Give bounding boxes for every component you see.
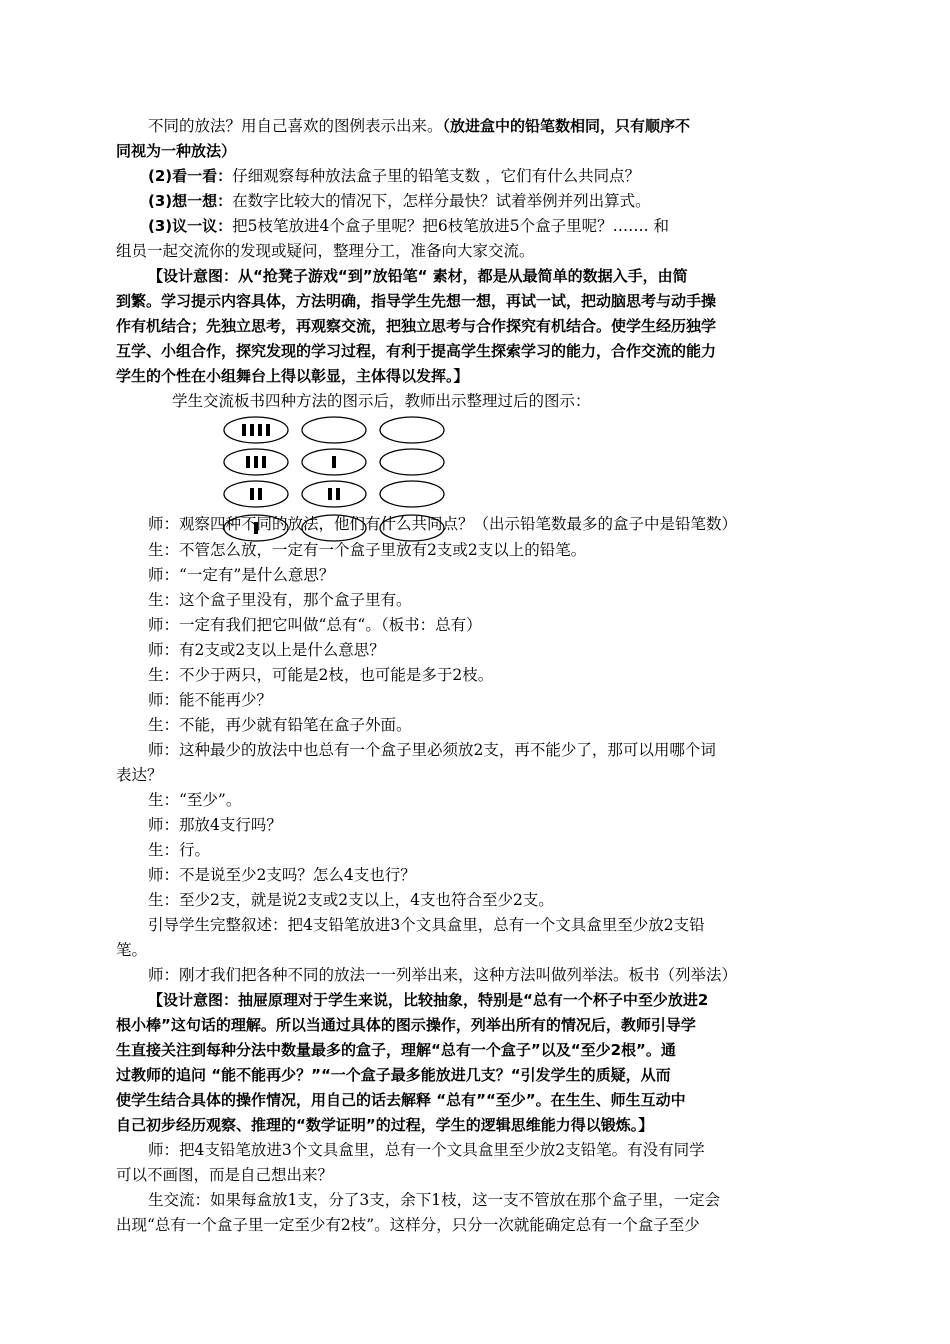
paragraph-line: 不同的放法？用自己喜欢的图例表示出来。（放进盒中的铅笔数相同，只有顺序不 — [148, 117, 691, 135]
design-intent-line: 过教师的追问 “能不能再少？”“一个盒子最多能放进几支？“引发学生的质疑，从而 — [116, 1066, 671, 1084]
design-intent-line: 【设计意图：抽屉原理对于学生来说，比较抽象，特别是“总有一个杯子中至少放进2 — [148, 991, 709, 1009]
dialogue-line: 师：那放4支行吗？ — [148, 816, 282, 834]
dialogue-line: 师：这种最少的放法中也总有一个盒子里必须放2支，再不能少了，那可以用哪个词 — [148, 741, 716, 759]
dialogue-line: 生：不能，再少就有铅笔在盒子外面。 — [148, 716, 412, 734]
step-look: (2)看一看：仔细观察每种放法盒子里的铅笔支数 ，它们有什么共同点？ — [148, 167, 641, 185]
dialogue-line: 生交流：如果每盒放1支，分了3支，余下1枝，这一支不管放在那个盒子里，一定会 — [148, 1191, 721, 1209]
pencil-box-ellipse — [302, 481, 366, 507]
pencil-mark — [246, 456, 250, 468]
pencil-mark — [336, 488, 340, 500]
pencil-mark — [328, 488, 332, 500]
dialogue-line: 师：不是说至少2支吗？怎么4支也行？ — [148, 866, 416, 884]
pencil-box-ellipse — [224, 481, 288, 507]
dialogue-line: 师：“一定有”是什么意思？ — [148, 566, 335, 584]
pencil-mark — [262, 456, 266, 468]
design-intent-line: 生直接关注到每种分法中数量最多的盒子，理解“总有一个盒子”以及“至少2根”。通 — [116, 1041, 676, 1059]
dialogue-line: 生：至少2支，就是说2支或2支以上，4支也符合至少2支。 — [148, 891, 554, 909]
dialogue-line: 生：行。 — [148, 841, 211, 859]
dialogue-line: 出现“总有一个盒子里一定至少有2枝”。这样分，只分一次就能确定总有一个盒子至少 — [116, 1216, 700, 1234]
pencil-box-ellipse — [380, 481, 444, 507]
step-discuss: (3)议一议：把5枝笔放进4个盒子里呢？把6枝笔放进5个盒子里呢？……. 和 — [148, 217, 669, 235]
design-intent-line: 自己初步经历观察、推理的“数学证明”的过程，学生的逻辑思维能力得以锻炼。】 — [116, 1116, 654, 1134]
dialogue-line: 师：能不能再少？ — [148, 691, 273, 709]
pencil-mark — [258, 424, 262, 436]
design-intent-line: 互学、小组合作，探究发现的学习过程，有利于提高学生探索学习的能力，合作交流的能力 — [116, 342, 717, 360]
design-intent-line: 根小棒”这句话的理解。所以当通过具体的图示操作，列举出所有的情况后，教师引导学 — [116, 1016, 696, 1034]
design-intent-line: 【设计意图：从“抢凳子游戏“到”放铅笔“ 素材，都是从最简单的数据入手，由简 — [148, 267, 688, 285]
dialogue-line: 可以不画图，而是自己想出来？ — [116, 1166, 334, 1184]
dialogue-line: 表达？ — [116, 766, 163, 784]
paragraph-line: 同视为一种放法） — [116, 142, 237, 160]
design-intent-line: 学生的个性在小组舞台上得以彰显，主体得以发挥。】 — [116, 367, 469, 385]
dialogue-line: 生：这个盒子里没有，那个盒子里有。 — [148, 591, 412, 609]
step-think: (3)想一想：在数字比较大的情况下，怎样分最快？试着举例并列出算式。 — [148, 192, 651, 210]
pencil-mark — [250, 488, 254, 500]
pencil-box-ellipse — [380, 417, 444, 443]
pencil-box-ellipse — [302, 417, 366, 443]
paragraph-line: 学生交流板书四种方法的图示后，教师出示整理过后的图示： — [172, 392, 591, 410]
design-intent-line: 到繁。学习提示内容具体，方法明确，指导学生先想一想，再试一试，把动脑思考与动手操 — [116, 292, 717, 310]
pencil-mark — [254, 456, 258, 468]
dialogue-line: 师：观察四种不同的放法，他们有什么共同点？（出示铅笔数最多的盒子中是铅笔数） — [148, 515, 738, 533]
pencil-mark — [250, 424, 254, 436]
pencil-mark — [266, 424, 270, 436]
paragraph-line: 组员一起交流你的发现或疑问，整理分工，准备向大家交流。 — [116, 242, 535, 260]
dialogue-line: 生：“至少”。 — [148, 791, 242, 809]
dialogue-line: 生：不管怎么放，一定有一个盒子里放有2支或2支以上的铅笔。 — [148, 541, 587, 559]
pencil-mark — [258, 488, 262, 500]
pencil-mark — [332, 456, 336, 468]
design-intent-line: 使学生结合具体的操作情况，用自己的话去解释 “总有”“至少”。在生生、师生互动中 — [116, 1091, 686, 1109]
dialogue-line: 师：刚才我们把各种不同的放法一一列举出来，这种方法叫做列举法。板书（列举法） — [148, 966, 738, 984]
dialogue-line: 师：把4支铅笔放进3个文具盒里，总有一个文具盒里至少放2支铅笔。有没有同学 — [148, 1141, 705, 1159]
pencil-box-ellipse — [224, 417, 288, 443]
dialogue-line: 师：一定有我们把它叫做“总有“。（板书：总有） — [148, 616, 482, 634]
design-intent-line: 作有机结合；先独立思考，再观察交流，把独立思考与合作探究有机结合。使学生经历独学 — [116, 317, 717, 335]
paragraph-line: 引导学生完整叙述：把4支铅笔放进3个文具盒里，总有一个文具盒里至少放2支铅 — [148, 916, 705, 934]
paragraph-line: 笔。 — [116, 941, 148, 959]
dialogue-line: 师：有2支或2支以上是什么意思？ — [148, 641, 385, 659]
dialogue-line: 生：不少于两只，可能是2枝，也可能是多于2枝。 — [148, 666, 494, 684]
pencil-box-ellipse — [380, 449, 444, 475]
pencil-mark — [242, 424, 246, 436]
